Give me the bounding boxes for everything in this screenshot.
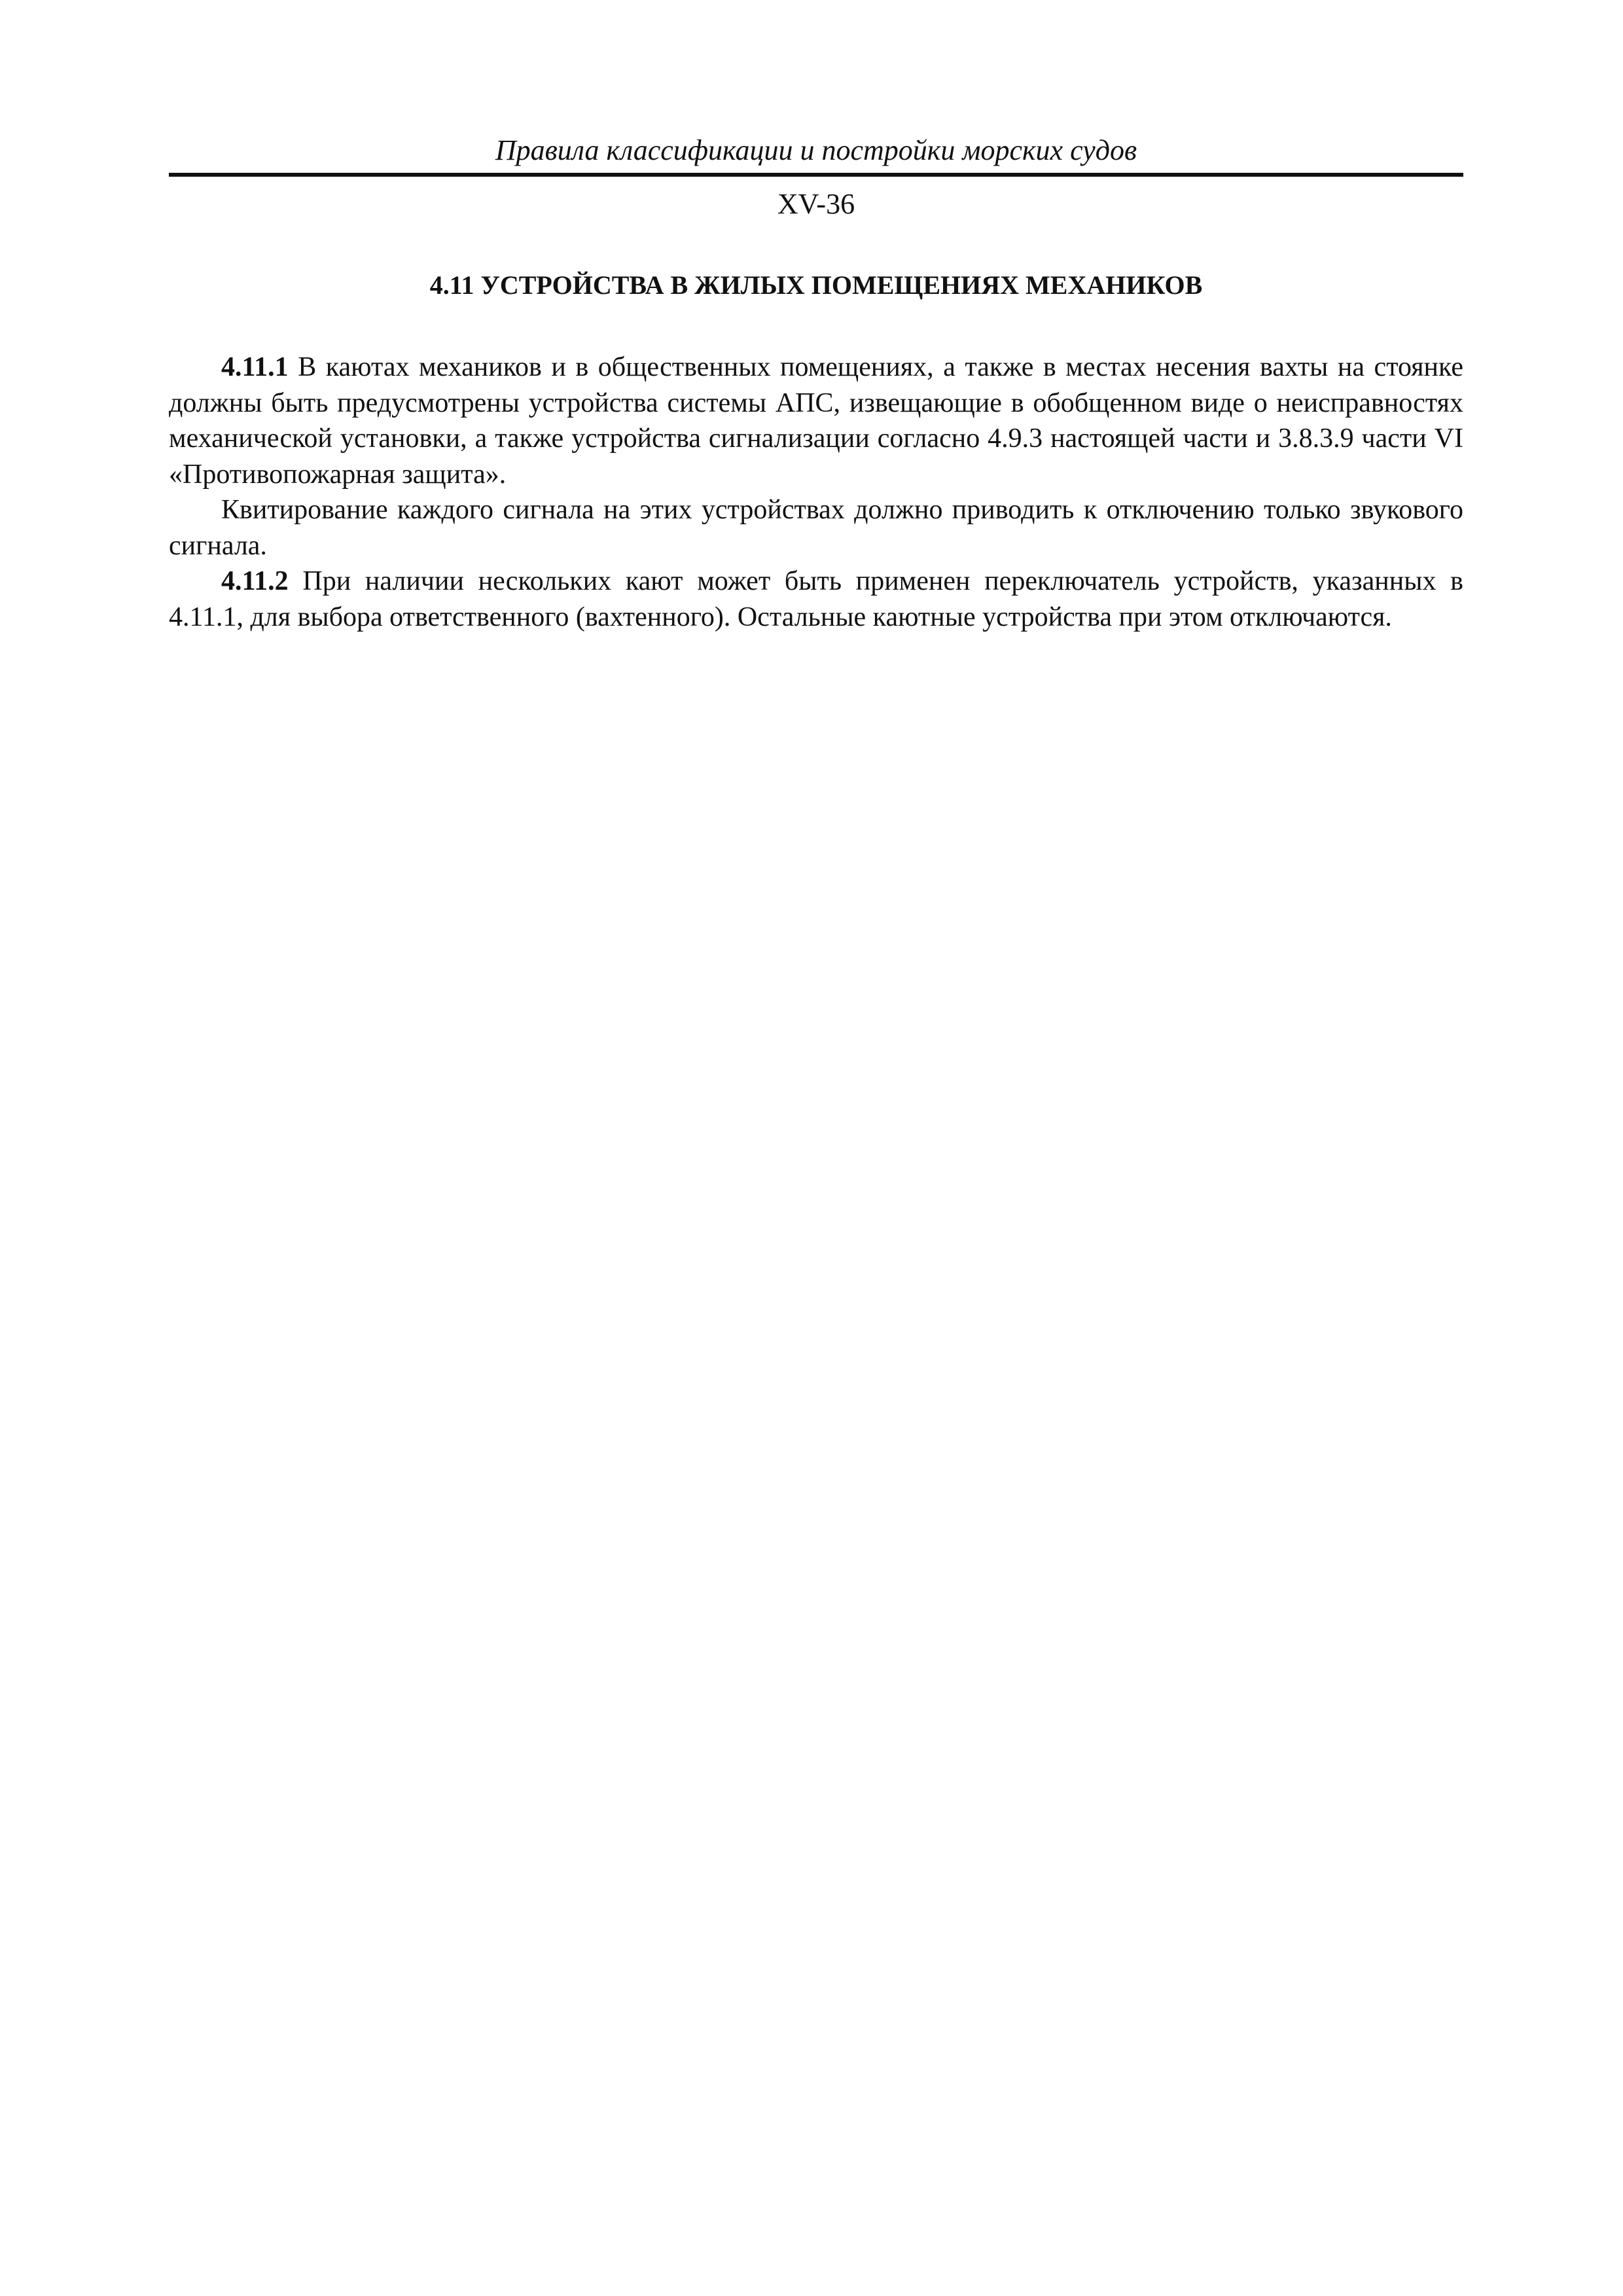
section-body	[169, 350, 1463, 635]
clause-number: 4.11.2	[221, 566, 289, 596]
running-header: Правила классификации и постройки морских судов	[495, 134, 1137, 166]
paragraph-4-11-2	[169, 564, 1463, 635]
paragraph-text: Квитирование каждого сигнала на этих устройствах должно приводить к отключению только звукового сигнала.	[169, 495, 1463, 561]
header-divider	[169, 173, 1463, 177]
paragraph-acknowledgement	[169, 492, 1463, 564]
paragraph-4-11-1	[169, 350, 1463, 492]
paragraph-text: При наличии нескольких кают может быть применен переключатель устройств, указанных в 4.11.1, для выбора ответственного (вахтенного). Остальные каютные устройства при этом отключаются.	[169, 566, 1463, 632]
clause-number: 4.11.1	[221, 352, 289, 382]
paragraph-text: В каютах механиков и в общественных помещениях, а также в местах несения вахты на стоянке должны быть предусмотрены устройства системы АПС, извещающие в обобщенном виде о неисправностях механической установки, а также устройства сигнализации согласно 4.9.3 настоящей части и 3.8.3.9 части VI «Противопожарная защита».	[169, 352, 1463, 490]
document-page	[169, 131, 1463, 635]
section-title: 4.11 УСТРОЙСТВА В ЖИЛЫХ ПОМЕЩЕНИЯХ МЕХАНИКОВ	[429, 270, 1203, 300]
page-number: XV-36	[777, 188, 855, 220]
